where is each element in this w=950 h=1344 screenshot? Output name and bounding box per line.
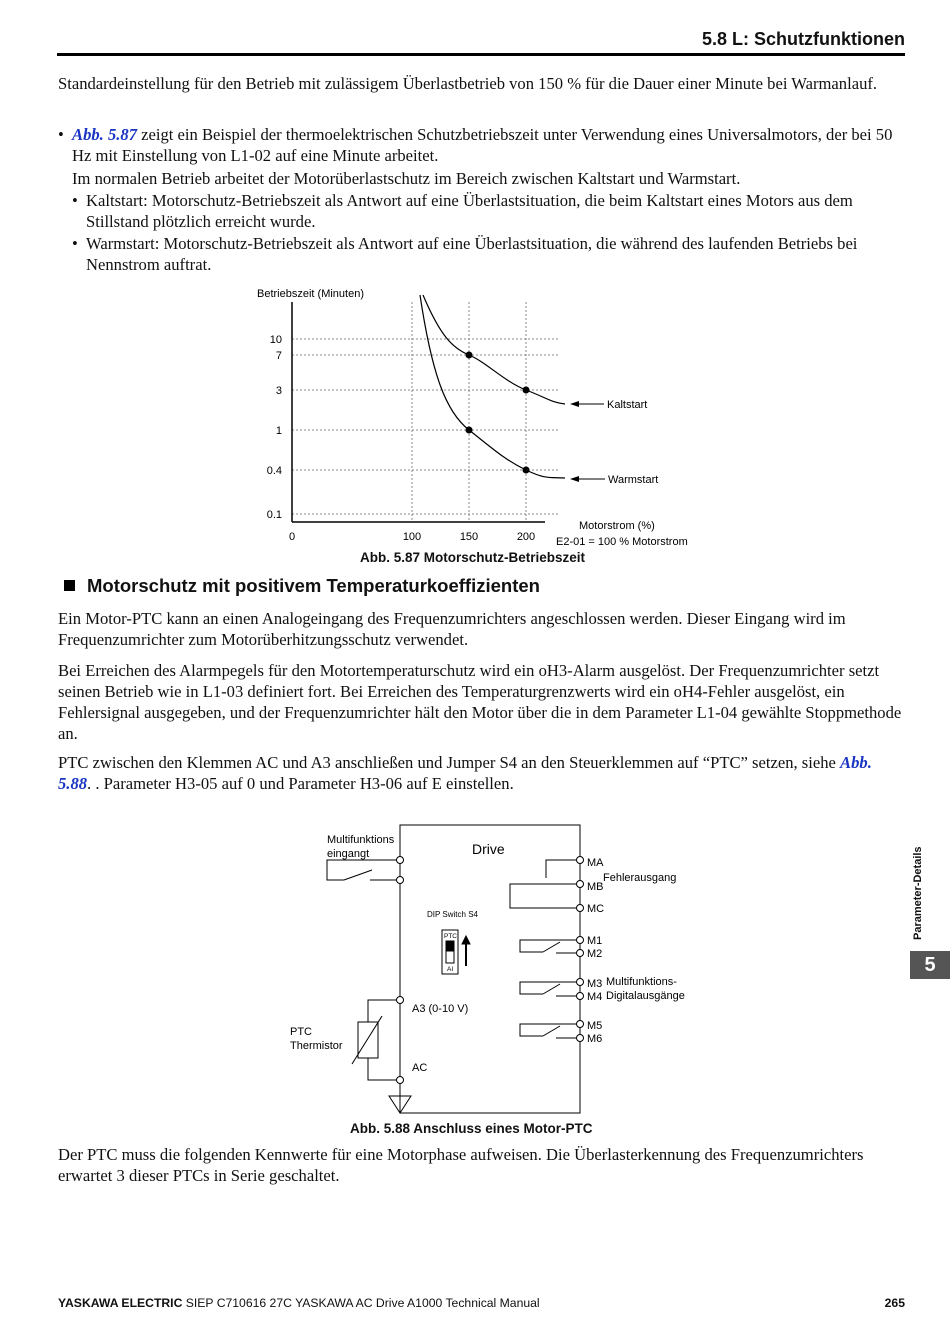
terminal-sc (397, 877, 404, 884)
relay-switch (543, 1026, 560, 1036)
y-tick-label: 10 (269, 334, 282, 346)
y-tick-label: 0.1 (266, 509, 282, 521)
figure-link-588[interactable]: Abb. 5.88 (58, 753, 872, 793)
relay-wire-top (520, 982, 580, 994)
legend-kaltstart: Kaltstart (607, 399, 648, 411)
kaltstart-point (466, 352, 473, 359)
m4-label: M4 (587, 991, 603, 1003)
terminal-ac (397, 1077, 404, 1084)
ptc-label-1: PTC (290, 1026, 312, 1038)
terminal-ac-label: AC (412, 1062, 428, 1074)
dip-knob (447, 942, 453, 951)
bullet-paragraph-1 (72, 124, 908, 166)
y-tick-label: 3 (275, 385, 282, 397)
relay-switch (543, 942, 560, 952)
relay-wire-top (520, 1024, 580, 1036)
ptc-paragraph-1: Ein Motor-PTC kann an einen Analogeingang des Frequenzumrichters angeschlossen werden. Dieser Eingang wird im Frequenzumrichter zum Motorüberhitzungsschutz verwendet. (58, 609, 846, 649)
dip-ptc-label: PTC (444, 933, 457, 940)
mc-label: MC (587, 903, 605, 915)
input-switch (344, 870, 372, 880)
section-heading-text: Motorschutz mit positivem Temperaturkoeffizienten (87, 575, 540, 596)
chart-curves (420, 295, 565, 478)
x-tick-label: 150 (459, 531, 479, 543)
bullet-paragraph-1b: Im normalen Betrieb arbeitet der Motorüberlastschutz im Bereich zwischen Kaltstart und Warmstart. (72, 169, 741, 188)
legend-warmstart: Warmstart (608, 474, 659, 486)
header-rule (57, 53, 905, 56)
ac-wire (368, 1058, 400, 1080)
kaltstart-point (523, 387, 530, 394)
terminal-a3-label: A3 (0-10 V) (412, 1003, 469, 1015)
warmstart-point (466, 427, 473, 434)
x-tick-label: 200 (516, 531, 536, 543)
x-tick-label: 100 (402, 531, 422, 543)
digital-output-relays (520, 937, 584, 1042)
chart-x-label: Motorstrom (%) (579, 520, 655, 532)
warmstart-point (523, 467, 530, 474)
m6-label: M6 (587, 1033, 603, 1045)
relay-ma-wire (546, 860, 580, 872)
bullet: • (72, 191, 78, 210)
multi-input-label-2: eingangt (327, 848, 370, 860)
bullet: • (58, 125, 64, 144)
y-tick-label: 0.4 (266, 465, 282, 477)
m2-label: M2 (587, 948, 603, 960)
motor-protection-chart (0, 280, 950, 570)
chart-x-ticks (289, 531, 535, 543)
terminal-out (577, 979, 584, 986)
sub-bullet-warmstart: Warmstart: Motorschutz-Betriebszeit als Antwort auf eine Überlastsituation, die während des laufenden Betriebs bei Nennstrom auftrat. (86, 234, 858, 274)
m5-label: M5 (587, 1020, 603, 1032)
multi-input-label-1: Multifunktions (327, 834, 395, 846)
chart-y-label: Betriebszeit (Minuten) (257, 288, 364, 300)
dip-arrowhead (462, 936, 470, 944)
relay-wire-top (520, 940, 580, 952)
m3-label: M3 (587, 978, 603, 990)
terminal-out (577, 993, 584, 1000)
bullet-text-1: zeigt ein Beispiel der thermoelektrischen Schutzbetriebszeit unter Verwendung eines Universalmotors, der bei 50 Hz mit Einstellung von L1-02 auf eine Minute arbeitet. (72, 125, 893, 165)
multi-output-label-2: Digitalausgänge (606, 990, 685, 1002)
relay-switch (543, 984, 560, 994)
fault-output-label: Fehlerausgang (603, 872, 677, 884)
ma-label: MA (587, 857, 604, 869)
kaltstart-line (423, 295, 565, 404)
terminal-mb (577, 881, 584, 888)
chapter-tab[interactable]: 5 (910, 951, 950, 979)
y-tick-label: 1 (275, 425, 282, 437)
input-wire-top (327, 860, 400, 880)
terminal-s (397, 857, 404, 864)
figure-587-caption: Abb. 5.87 Motorschutz-Betriebszeit (360, 550, 586, 565)
relay-mb-mc-wire (510, 884, 580, 908)
multi-output-label-1: Multifunktions- (606, 976, 677, 988)
ptc-label-2: Thermistor (290, 1040, 343, 1052)
terminal-ma (577, 857, 584, 864)
a3-wire (368, 1000, 400, 1022)
sub-bullet-kaltstart: Kaltstart: Motorschutz-Betriebszeit als Antwort auf eine Überlastsituation, die beim Kaltstart eines Motors aus dem Stillstand plötzlich erreicht wurde. (86, 191, 853, 231)
dip-ai-label: AI (447, 966, 454, 973)
dip-switch-label: DIP Switch S4 (427, 910, 478, 919)
ptc-paragraph-3 (58, 752, 908, 794)
drive-label: Drive (472, 841, 505, 857)
warmstart-line (420, 295, 565, 478)
mb-label: MB (587, 881, 604, 893)
warmstart-arrowhead (570, 476, 579, 482)
kaltstart-arrowhead (570, 401, 579, 407)
chart-grid (292, 302, 560, 522)
terminal-a3 (397, 997, 404, 1004)
ptc-wiring-diagram (0, 820, 950, 1120)
section-title: 5.8 L: Schutzfunktionen (701, 29, 905, 49)
terminal-out (577, 1021, 584, 1028)
terminal-out (577, 1035, 584, 1042)
x-tick-label: 0 (288, 531, 296, 543)
ptc-paragraph-2: Bei Erreichen des Alarmpegels für den Motortemperaturschutz wird ein oH3-Alarm ausgelöst. Der Frequenzumrichter setzt seinen Betrieb wie in L1-03 definiert fort. Bei Erreichen des Temperaturgrenzwerts wird ein oH4-Fehler ausgelöst, ein Fehlersignal ausgegeben, und der Frequenzumrichter hält den Motor über die in dem Parameter L1-04 gewählte Stoppmethode an. (58, 661, 902, 743)
m1-label: M1 (587, 935, 603, 947)
closing-paragraph: Der PTC muss die folgenden Kennwerte für eine Motorphase aufweisen. Die Überlasterkennung des Frequenzumrichters erwartet 3 dieser PTCs in Serie geschaltet. (58, 1145, 864, 1185)
chart-x-note: E2-01 = 100 % Motorstrom (556, 536, 688, 548)
figure-link-587[interactable]: Abb. 5.87 (72, 125, 137, 144)
terminal-out (577, 937, 584, 944)
terminal-mc (577, 905, 584, 912)
bullet: • (72, 234, 78, 253)
footer-brand: YASKAWA ELECTRIC (58, 1296, 183, 1310)
section-heading (64, 575, 540, 597)
terminal-out (577, 950, 584, 957)
figure-588-caption: Abb. 5.88 Anschluss eines Motor-PTC (350, 1121, 593, 1136)
intro-paragraph: Standardeinstellung für den Betrieb mit zulässigem Überlastbetrieb von 150 % für die Dauer einer Minute bei Warmanlauf. (58, 74, 878, 93)
side-tab-label: Parameter-Details (912, 846, 924, 940)
page-number: 265 (884, 1296, 905, 1310)
footer (58, 1296, 905, 1310)
footer-doc: SIEP C710616 27C YASKAWA AC Drive A1000 Technical Manual (182, 1296, 540, 1310)
ptc-paragraph-3b: . . Parameter H3-05 auf 0 und Parameter H3-06 auf E einstellen. (87, 774, 514, 793)
ptc-paragraph-3a: PTC zwischen den Klemmen AC und A3 anschließen und Jumper S4 an den Steuerklemmen auf “PTC” setzen, siehe (58, 753, 841, 772)
chart-y-ticks (267, 334, 282, 521)
y-tick-label: 7 (275, 350, 282, 362)
heading-square-icon (64, 580, 75, 591)
